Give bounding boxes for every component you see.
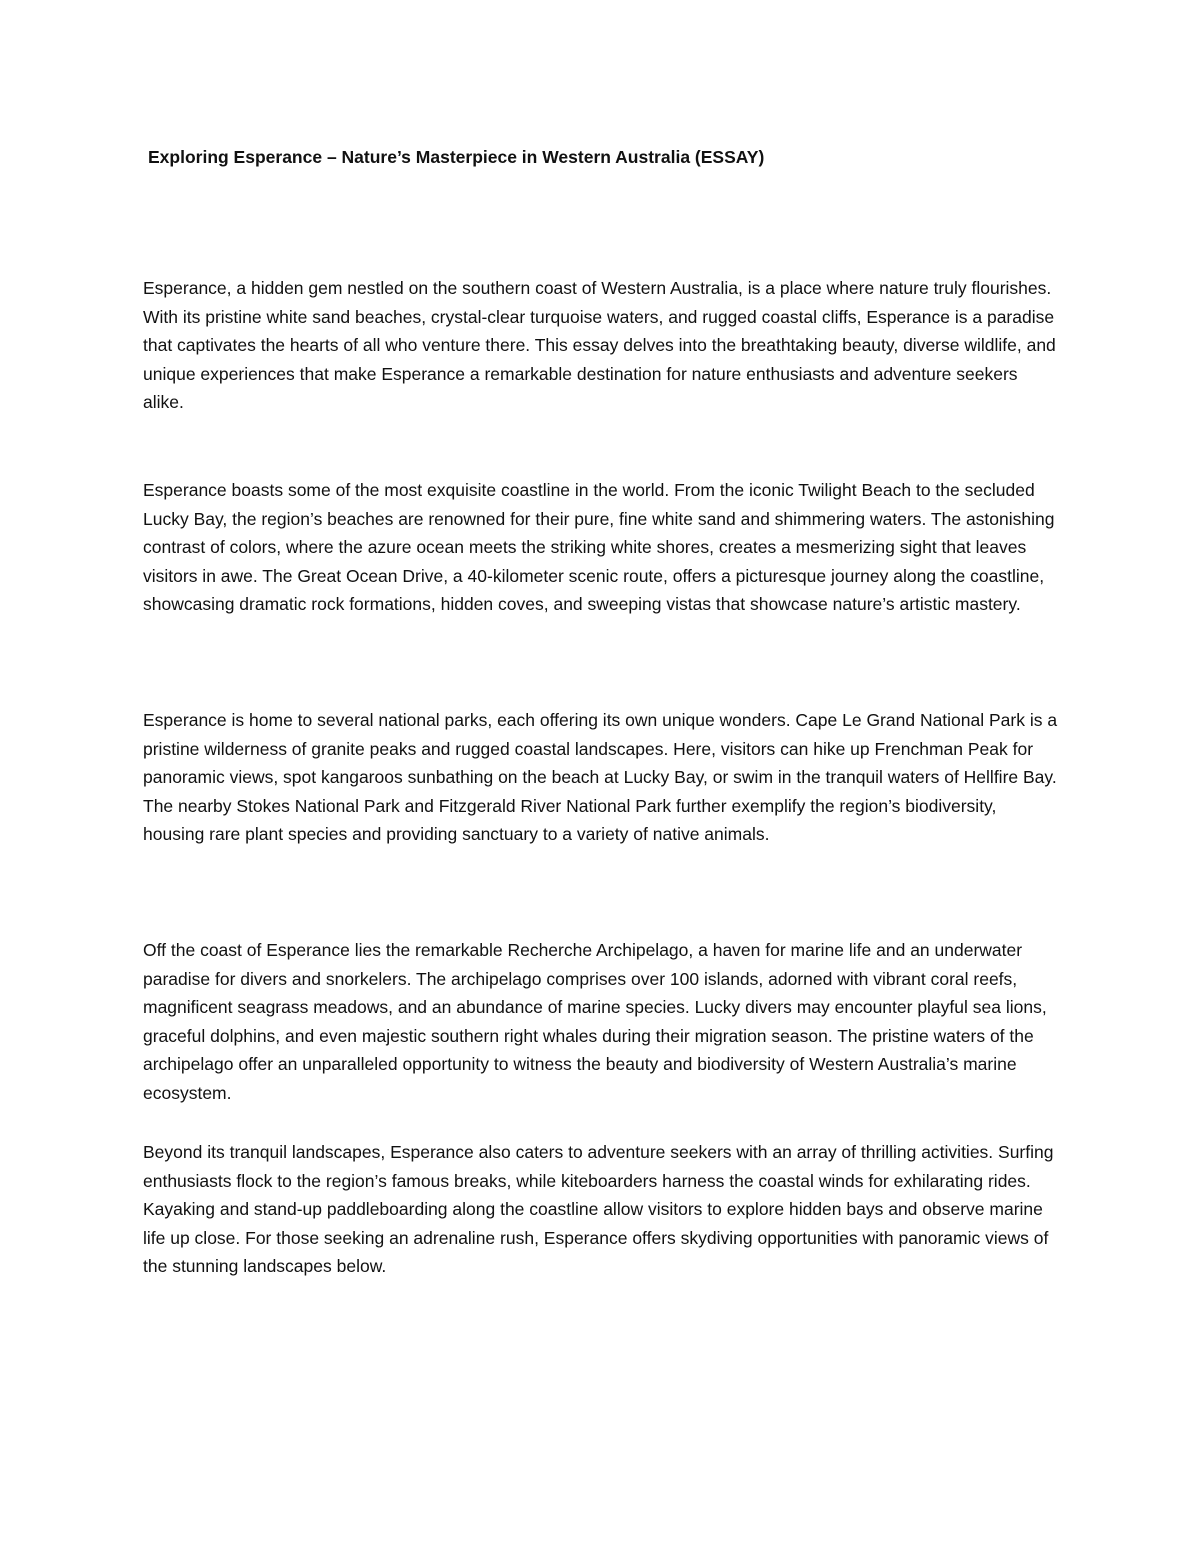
essay-title: Exploring Esperance – Nature’s Masterpiece in Western Australia (ESSAY) <box>148 147 765 167</box>
paragraph-introduction: Esperance, a hidden gem nestled on the southern coast of Western Australia, is a place where nature truly flourishes. With its pristine white sand beaches, crystal-clear turquoise waters, and rugged coastal cliffs, Esperance is a paradise that captivates the hearts of all who venture there. This essay delves into the breathtaking beauty, diverse wildlife, and unique experiences that make Esperance a remarkable destination for nature enthusiasts and adventure seekers alike. <box>143 278 1056 413</box>
paragraph-national-parks: Esperance is home to several national parks, each offering its own unique wonders. Cape Le Grand National Park is a pristine wilderness of granite peaks and rugged coastal landscapes. Here, visitors can hike up Frenchman Peak for panoramic views, spot kangaroos sunbathing on the beach at Lucky Bay, or swim in the tranquil waters of Hellfire Bay. The nearby Stokes National Park and Fitzgerald River National Park further exemplify the region’s biodiversity, housing rare plant species and providing sanctuary to a variety of native animals. <box>143 710 1058 845</box>
paragraph-recherche-archipelago: Off the coast of Esperance lies the remarkable Recherche Archipelago, a haven for marine life and an underwater paradise for divers and snorkelers. The archipelago comprises over 100 islands, adorned with vibrant coral reefs, magnificent seagrass meadows, and an abundance of marine species. Lucky divers may encounter playful sea lions, graceful dolphins, and even majestic southern right whales during their migration season. The pristine waters of the archipelago offer an unparalleled opportunity to witness the beauty and biodiversity of Western Australia’s marine ecosystem. <box>143 940 1047 1103</box>
paragraph-coastline: Esperance boasts some of the most exquisite coastline in the world. From the iconic Twilight Beach to the secluded Lucky Bay, the region’s beaches are renowned for their pure, fine white sand and shimmering waters. The astonishing contrast of colors, where the azure ocean meets the striking white shores, creates a mesmerizing sight that leaves visitors in awe. The Great Ocean Drive, a 40-kilometer scenic route, offers a picturesque journey along the coastline, showcasing dramatic rock formations, hidden coves, and sweeping vistas that showcase nature’s artistic mastery. <box>143 480 1055 615</box>
paragraph-adventure-activities: Beyond its tranquil landscapes, Esperance also caters to adventure seekers with an array of thrilling activities. Surfing enthusiasts flock to the region’s famous breaks, while kiteboarders harness the coastal winds for exhilarating rides. Kayaking and stand-up paddleboarding along the coastline allow visitors to explore hidden bays and observe marine life up close. For those seeking an adrenaline rush, Esperance offers skydiving opportunities with panoramic views of the stunning landscapes below. <box>143 1142 1054 1277</box>
